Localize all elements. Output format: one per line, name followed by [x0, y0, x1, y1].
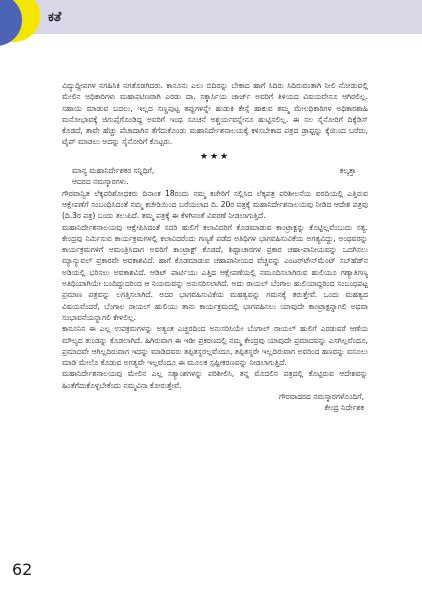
- letter-place: ಕಲ್ಕತ್ತಾ: [339, 166, 356, 176]
- story-paragraph: ವಿದ್ಯುದ್ದೀಪಗಳ ನಗಹಿಸಿಕಿ ನಗತೊಡಗಿದರು. ಕಾನೂನು ಎಲು ಬಿದಿರನ್ನು ಬೇಕಾದ ಹಾಗೆ ಸಿದಿರು ಸಿದಿರುವಂತಾಗಿ ನೀಲಿ ನೋಡುವಲ್ಲಿ ಮೇಲಿನ ಅಧಿಕಾರಿಗಳು ಮಹಾಪಟಿಣರಾಗಿ ಎರಡು ದಾ. ಸಕ್ಕಾರ್ಸಿಯ ಚಾರ್ಜ್ ಅವರಿಗೆ ತಿಳಿಯದ ವಿಷಯವೇನೂ ಆಗಿರಲಿಲ್ಲ. ಸಹಾಯ ಮಾಡುವ ಬದಲು, ಇಲ್ಲದ ಸಣ್ಣಪುಟ್ಟ ತಪ್ಪುಗಳನ್ನೇ ಹುಡುಕಿ ಕೇಸ್ಸೆ ಹಾಕುವ ತಮ್ಮ ಮೇಲಧಿಕಾರಿಗಳ ಅಧಿಕಾರಶಾಹಿ ಮನೋಭಾವಕ್ಕೆ ಜಿಗುಪ್ಸೆಗೊಂಡಿದ್ದ ಅವರಿಗೆ ಇಂಥ ಸೂಚನೆ ಅಶ್ಚರ್ಯವನ್ನೇನೂ ಹುಟ್ಟಿಸಲಿಲ್ಲ. ಈ ಸಲ ಸೈನೋರಿಗೆ ದಿಕ್ಕೆಡಿಸ್ ಕೊಡದೆ, ತಾವೇ ಹೆಚ್ಚು ಪೆಚಾದಾಗಿನ ತೆಗೆದುಕೊಂಡು ಮಹಾನಿರ್ದೇಶನಾಲಯಕ್ಕೆ ಕಳಿಸಬೇಕಾದ ಪತ್ರದ ಡ್ರಾಫ್ಟನ್ನು ಕ್ಕೆಯಿಂದ ಬರೆದು, ಟೈಪ್ ಮಾಡಲು ಅದನ್ನು ಸೈನೋರಿಗೆ ಕೊಟ್ಟರು.: [62, 81, 368, 147]
- letter-paragraph: ಕಾನೂನಿನ ಈ ಎಲ್ಲ ಉಪಕ್ರಮಗಳನ್ನು ಅತ್ಯಂತ ಎಚ್ಚರದಿಂದ ಅನುಸರಿಸಿಯೇ ಬೆಂಗಾಲ್ ರಾಯಲ್ ಹುಲಿಗೆ ಎರಡುವರೆ ಆಣೆಯ ಮೌಲ್ಯದ ತುಂಡನ್ನು ಕೊಡಲಾಗಿದೆ. ಹಿಗಿರುವಾಗ ಈ ಇಡೀ ಪ್ರಕರಣದಲ್ಲಿ ನಮ್ಮ ಕೇಂದ್ರವು ಯಾವುದೇ ಪ್ರಮಾದವನ್ನು ಎಸಗಿಲ್ಲವೆಂದೂ, ಪ್ರಮಾದವೇ ಆಗಿಲ್ಲದಿರುವಾಗ ಇದನ್ನು ಮಾಡಿದವರು ತಪ್ಪಿತಸ್ಥರಲ್ಲವೆಂದೂ, ತಪ್ಪಿತಸ್ಥರೇ ಇಲ್ಲದಿರುವಾಗ ಅವರಿಂದ ಹಣವನ್ನು ವಸೂಲು ಮಾಡಿ ಮೇಲೊ ಕೊಡುವ ಅಗತ್ಯವೇ ಇಲ್ಲವೆಂದೂ ಈ ಮೂಲಕ ಸ್ಪಷ್ಟೀಕರಣವನ್ನು ನೀಡಲಾಗುತ್ತಿದೆ.: [62, 324, 368, 368]
- section-title: ಕತೆ: [48, 10, 62, 25]
- letter-address-row: [62, 165, 368, 176]
- letter-paragraph: ಮಹಾನಿರ್ದೇಶನಾಲಯವು ಆಕ್ಷೇಪಿಸಿದಂತೆ ಸದರಿ ಹುಲಿಗೆ ಕಲಾವಿದರಿಗೆ ಕೊಡಮಾಡುವ ಕಾಂಟ್ರಾಕ್ಟನ್ನು ಕೊಟ್ಟಿಲ್ಲವೆಂಬುದು ಸತ್ಯ. ಕೇಂದ್ರವು ನಿರ್ಮಿಸುವ ಕಾರ್ಯಕ್ರಮಗಳಲ್ಲಿ ಕಲಾವಿದರೆಂದು ಗಣ್ಯತೆ ಪಡೆದ ಅತಿಥಿಗಳ ಭಾಗವಹಿಸುವಿಕೆಯ ಅಗತ್ಯವಿದ್ದು, ಅಂಥವರನ್ನು ಕಾರ್ಯಕ್ರಮಗಳಿಗೆ ಅಮಂತ್ರಿಸಿದಾಗ ಅವರಿಗೆ ಕಾಂಟ್ರಾಕ್ಟ್ ಕೊಡದೆ, ಶಿಷ್ಟಾಚಾರಗಳ ಪ್ರಕಾರ ಚಹಾ-ಪಾನೀಯವನ್ನು ಒದಗಿಸಲು ಮ್ಯಾನ್ಯುವಲ್ ಪ್ರಕಾರವೇ ಅವಕಾಶವಿದೆ. ಹಾಗೆ ಕೊಡಮಾಡುವ ಚಹಾಪಾನೀಯದ ವೆಚ್ಚವನ್ನು ಎಂಟರ್‌ಟೇನ್‌ಮೆಂಟ್ ಸಬ್‌ಹೆಡ್‌ನ ಅಡಿಯಲ್ಲಿ ಭರಿಸಲು ಅವಕಾಶವಿದೆ. ಆಡಿಟ್ ಪಾರ್ಟಿಯು ಎತ್ತಿದ ಆಕ್ಷೇಪಣೆಯಲ್ಲಿ ನಮೂದಿಸಲಾಗಿರುವ ಹುಲಿಯೂ ಗಣ್ಯಾತಿಗಣ್ಯ ಅತಿಥಿಯಾಗಿಯೇ ಬಂದಿದ್ದುದರಿಂದ ಆ ನಿಯಮವನ್ನು ಅನುಸರಿಸಲಾಗಿದೆ. ಅದು ರಾಯಲ್ ಬೆಂಗಾಲ ಹುಲಿಯಾದ್ದರಿಂದ ಸಂಬಂಧಪಟ್ಟ ಪ್ರಮಾಣ ಪತ್ರವನ್ನು ಲಗತ್ತಿಸಲಾಗಿದೆ. ಅದರ ಭಾಗವಹಿಸುವಿಕೆಯ ಮಹತ್ವವನ್ನು ಗಮನಕ್ಕೆ ತರುತ್ತೇವೆ. ಒಂದು ಮಹತ್ವದ ವಿಷಯವೆಂದರೆ, ಬೆಂಗಾಲ ರಾಯಲ್ ಹುಲಿಯು ತಾನು ಕಾರ್ಯಕ್ರಮದಲ್ಲಿ ಭಾಗವಹಿಸಲು ಯಾವುದೇ ಕಾಂಟ್ರಾಕ್ಟನ್ನಾಗಲಿ ಅಥವಾ ಸಂಭಾವನೆಯನ್ನಾಗಲಿ ಕೇಳಲಿಲ್ಲ.: [62, 222, 368, 322]
- letter-paragraph: ಮಹಾನಿರ್ದೇಶನಾಲಯವು ಮೇಲಿನ ಎಲ್ಲ ಸತ್ಯಾಂಶಗಳನ್ನು ಪರಿಶೀಲಿಸಿ, ತನ್ನ ಮೊದಲಿನ ಪತ್ರದಲ್ಲಿ ಕೊಟ್ಟಿರುವ ಆದೇಶವನ್ನು ಹಿಂತೆಗೆದುಕೊಳ್ಳಬೇಕೆಂದು ನಮ್ಮವಿನಾ ಕೋರುತ್ತೇವೆ.: [62, 369, 368, 390]
- page-body: [62, 80, 368, 414]
- letter-signature: ಕೇಂದ್ರ ನಿರ್ದೇಶಕ: [324, 403, 364, 413]
- letter-salutation: ಮಾನ್ಯ ಮಹಾನಿರ್ದೇಶಕರ ಸನ್ನಿಧಿಗೆ,: [72, 166, 155, 176]
- page-number: 62: [12, 560, 33, 579]
- header-band: [0, 0, 422, 34]
- letter-closing: ಗೌರವಾದರದ ನಮಸ್ಕಾರಗಳೊಂದಿಗೆ,: [278, 392, 364, 402]
- letter-paragraph: ಗೌರವಾನ್ವಿತ ಲೆಕ್ಕಪರಿಶೋಧಕರು ದಿನಾಂಕ 18ರಂದು ನಮ್ಮ ಕಚೇರಿಗೆ ಸಲ್ಲಿಸಿದ ಲೆಕ್ಕಪತ್ರ ಪರಿಶೀಲನೆಯ ವರದಿಯಲ್ಲಿ ಎತ್ತಿರುವ ಆಕ್ಷೇಪಣೆಗೆ ಸಂಬಂಧಿಸಿದಂತೆ ನಮ್ಮ ಕಚೇರಿಯಿಂದ ಬರೆಯಲಾದ ದಿ. 20ರ ಪತ್ರಕ್ಕೆ ಮಹಾನಿರ್ದೇಶನಾಲಯವು ನೀಡಿದ ಆದೇಶ ಪತ್ರವು (ದಿ.3ರ ಪತ್ರ) ಬಂದು ತಲುಪಿದೆ. ತಮ್ಮ ಪತ್ರಕ್ಕೆ ಈ ಕೆಳಗಿನಂತೆ ವಿವರಣೆ ನೀಡಲಾಗುತ್ತಿದೆ.: [62, 188, 368, 221]
- section-divider-stars: ★★★: [199, 151, 231, 162]
- letter-greeting: ಆದರದ ನಮಸ್ಕಾರಗಳು.: [72, 177, 129, 187]
